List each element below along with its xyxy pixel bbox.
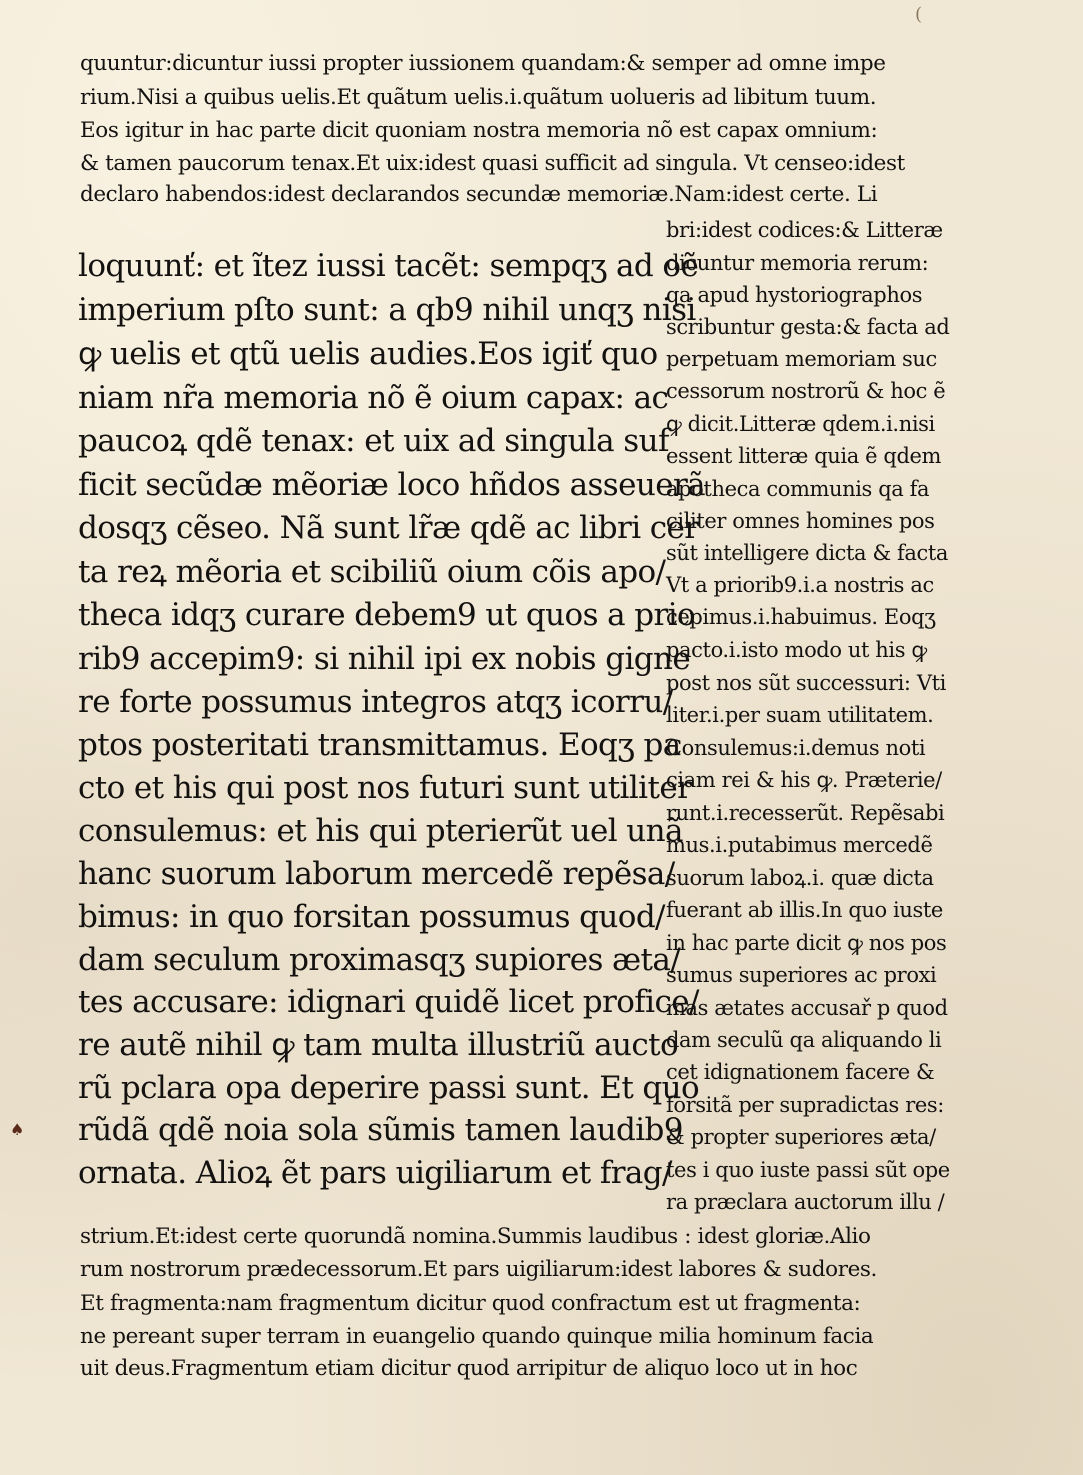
- side-commentary-line: sũt intelligere dicta & facta: [666, 541, 949, 565]
- side-commentary-line: essent litteræ quia ẽ qdem: [666, 444, 942, 468]
- side-commentary-line: fuerant ab illis.In quo iuste: [666, 898, 943, 922]
- side-commentary-line: post nos sũt successuri: Vti: [666, 671, 946, 695]
- main-text-line: imperium pſto sunt: a qb9 nihil unqʒ nisi: [78, 292, 696, 328]
- main-text-line: rũ pclara opa deperire passi sunt. Et quo: [78, 1070, 700, 1106]
- main-text-line: loquunť: et ĩtez iussi tacẽt: sempqʒ ad oẽ: [78, 248, 699, 284]
- side-commentary-line: scribuntur gesta:& facta ad: [666, 315, 950, 339]
- side-commentary-line: Consulemus:i.demus noti: [666, 736, 926, 760]
- side-commentary-line: forsitã per supradictas res:: [666, 1093, 944, 1117]
- main-text-line: re autẽ nihil ꝙ tam multa illustriũ aucto: [78, 1027, 679, 1063]
- side-commentary-line: runt.i.recesserũt. Repẽsabi: [666, 801, 945, 825]
- side-commentary-line: dicuntur memoria rerum:: [666, 251, 929, 275]
- bottom-commentary-line: Et fragmenta:nam fragmentum dicitur quod confractum est ut fragmenta:: [80, 1291, 861, 1316]
- margin-mark: ♠: [10, 1120, 25, 1139]
- side-commentary-line: Vt a priorib9.i.a nostris ac: [666, 573, 934, 597]
- top-commentary-line: Eos igitur in hac parte dicit quoniam nostra memoria nõ est capax omnium:: [80, 118, 878, 143]
- bottom-commentary-line: uit deus.Fragmentum etiam dicitur quod arripitur de aliquo loco ut in hoc: [80, 1356, 858, 1381]
- main-text-line: ptos posteritati transmittamus. Eoqʒ pa: [78, 727, 681, 763]
- main-text-line: rib9 accepim9: si nihil ipi ex nobis gigne: [78, 641, 691, 677]
- main-text-line: consulemus: et his qui pterierũt uel unã: [78, 813, 683, 849]
- side-commentary-line: ra præclara auctorum illu /: [666, 1190, 945, 1214]
- side-commentary-line: cepimus.i.habuimus. Eoqʒ: [666, 605, 936, 629]
- side-commentary-line: liter.i.per suam utilitatem.: [666, 703, 934, 727]
- side-commentary-line: & propter superiores æta/: [666, 1125, 936, 1149]
- side-commentary-line: mas ætates accusař p quod: [666, 996, 948, 1020]
- side-commentary-line: tes i quo iuste passi sũt ope: [666, 1158, 950, 1182]
- main-text-line: dam seculum proximasqʒ supiores æta/: [78, 942, 681, 978]
- side-commentary-line: ꝙ dicit.Litteræ qdem.i.nisi: [666, 412, 935, 436]
- main-text-line: ꝙ uelis et qtũ uelis audies.Eos igiť quo: [78, 336, 658, 372]
- bottom-commentary-line: strium.Et:idest certe quorundã nomina.Summis laudibus : idest gloriæ.Alio: [80, 1224, 871, 1249]
- side-commentary-line: perpetuam memoriam suc: [666, 347, 937, 371]
- main-text-line: cto et his qui post nos futuri sunt utiliter: [78, 770, 692, 806]
- side-commentary-line: dam seculũ qa aliquando li: [666, 1028, 942, 1052]
- top-commentary-line: rium.Nisi a quibus uelis.Et quãtum uelis.i.quãtum uolueris ad libitum tuum.: [80, 85, 877, 110]
- side-commentary-line: mus.i.putabimus mercedẽ: [666, 833, 933, 857]
- top-margin-mark: (: [915, 4, 923, 25]
- main-text-line: ficit secũdæ mẽoriæ loco hñdos asseuerã: [78, 467, 706, 503]
- bottom-commentary-line: ne pereant super terram in euangelio quando quinque milia hominum facia: [80, 1324, 874, 1349]
- side-commentary-line: ciam rei & his ꝙ. Præterie/: [666, 768, 942, 792]
- side-commentary-line: bri:idest codices:& Litteræ: [666, 218, 943, 242]
- side-commentary-line: suorum laboꝝ.i. quæ dicta: [666, 866, 934, 890]
- main-text-line: hanc suorum laborum mercedẽ repẽsa/: [78, 856, 675, 892]
- top-commentary-line: declaro habendos:idest declarandos secundæ memoriæ.Nam:idest certe. Li: [80, 182, 878, 207]
- side-commentary-line: ciliter omnes homines pos: [666, 509, 935, 533]
- side-commentary-line: pacto.i.isto modo ut his ꝙ: [666, 638, 927, 662]
- main-text-line: ta reꝝ mẽoria et scibiliũ oium cõis apo/: [78, 554, 666, 590]
- main-text-line: tes accusare: idignari quidẽ licet profice/: [78, 984, 699, 1020]
- side-commentary-line: apotheca communis qa fa: [666, 477, 930, 501]
- side-commentary-line: in hac parte dicit ꝙ nos pos: [666, 931, 947, 955]
- main-text-line: paucoꝝ qdẽ tenax: et uix ad singula suf: [78, 423, 669, 459]
- bottom-commentary-line: rum nostrorum prædecessorum.Et pars uigiliarum:idest labores & sudores.: [80, 1257, 877, 1282]
- main-text-line: dosqʒ cẽseo. Nã sunt lr̃æ qdẽ ac libri cer: [78, 510, 699, 546]
- side-commentary-line: qa apud hystoriographos: [666, 283, 923, 307]
- main-text-line: theca idqʒ curare debem9 ut quos a prio: [78, 597, 696, 633]
- main-text-line: rũdã qdẽ noia sola sũmis tamen laudib9: [78, 1112, 683, 1148]
- main-text-line: niam nr̃a memoria nõ ẽ oium capax: ac: [78, 380, 669, 416]
- main-text-line: re forte possumus integros atqʒ icorru/: [78, 684, 673, 720]
- side-commentary-line: cessorum nostrorũ & hoc ẽ: [666, 379, 946, 403]
- main-text-line: bimus: in quo forsitan possumus quod/: [78, 899, 665, 935]
- top-commentary-line: quuntur:dicuntur iussi propter iussionem quandam:& semper ad omne impe: [80, 51, 886, 76]
- top-commentary-line: & tamen paucorum tenax.Et uix:idest quasi sufficit ad singula. Vt censeo:idest: [80, 151, 905, 176]
- main-text-line: ornata. Alioꝝ ẽt pars uigiliarum et frag/: [78, 1155, 672, 1191]
- side-commentary-line: sumus superiores ac proxi: [666, 963, 937, 987]
- side-commentary-line: cet idignationem facere &: [666, 1060, 935, 1084]
